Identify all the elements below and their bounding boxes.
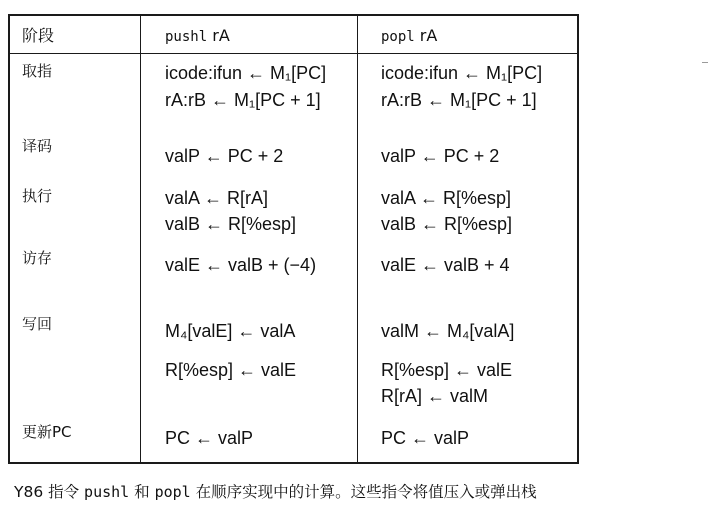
pushl-decode-line-1: valP ← PC + 2 (165, 146, 284, 166)
pushl-fetch-line-2: rA:rB ← M₁[PC + 1] (165, 90, 321, 110)
header-pushl-mnemonic: pushl (165, 29, 208, 45)
computation-table (8, 14, 579, 464)
header-stage: 阶段 (22, 26, 55, 45)
header-popl (381, 24, 437, 49)
pushl-execute-line-1: valA ← R[rA] (165, 188, 269, 208)
caption-suffix: 在顺序实现中的计算。这些指令将值压入或弹出栈 (190, 483, 537, 501)
scan-artifact (702, 62, 708, 63)
header-pushl (165, 24, 230, 49)
popl-writeback-line-1: valM ← M₄[valA] (381, 321, 515, 341)
caption-pushl: pushl (84, 483, 130, 501)
popl-decode-line-1: valP ← PC + 2 (381, 146, 500, 166)
header-divider (10, 53, 577, 54)
popl-execute-line-1: valA ← R[%esp] (381, 188, 512, 208)
figure-caption (14, 480, 537, 502)
popl-execute-line-2: valB ← R[%esp] (381, 214, 513, 234)
caption-mid: 和 (129, 483, 155, 501)
popl-fetch-line-1: icode:ifun ← M₁[PC] (381, 63, 543, 83)
stage-writeback: 写回 (22, 315, 53, 333)
popl-writeback-line-3: R[rA] ← valM (381, 386, 489, 406)
stage-fetch: 取指 (22, 62, 53, 80)
pushl-writeback-line-2: R[%esp] ← valE (165, 360, 297, 380)
caption-popl: popl (154, 483, 191, 501)
popl-update-pc-line-1: PC ← valP (381, 428, 470, 448)
pushl-fetch-line-1: icode:ifun ← M₁[PC] (165, 63, 327, 83)
caption-prefix: Y86 指令 (14, 483, 85, 501)
pushl-memory-line-1: valE ← valB + (−4) (165, 255, 317, 275)
stage-execute: 执行 (22, 187, 53, 205)
stage-update-pc: 更新PC (22, 423, 72, 441)
header-popl-mnemonic: popl (381, 29, 415, 45)
pushl-update-pc-line-1: PC ← valP (165, 428, 254, 448)
stage-memory: 访存 (22, 249, 53, 267)
stage-decode: 译码 (22, 137, 53, 155)
column-divider-1 (140, 16, 141, 462)
header-pushl-operand: rA (207, 26, 230, 45)
popl-memory-line-1: valE ← valB + 4 (381, 255, 510, 275)
popl-writeback-line-2: R[%esp] ← valE (381, 360, 513, 380)
pushl-execute-line-2: valB ← R[%esp] (165, 214, 297, 234)
header-popl-operand: rA (414, 26, 438, 45)
column-divider-2 (357, 16, 358, 462)
pushl-writeback-line-1: M₄[valE] ← valA (165, 321, 296, 341)
popl-fetch-line-2: rA:rB ← M₁[PC + 1] (381, 90, 537, 110)
